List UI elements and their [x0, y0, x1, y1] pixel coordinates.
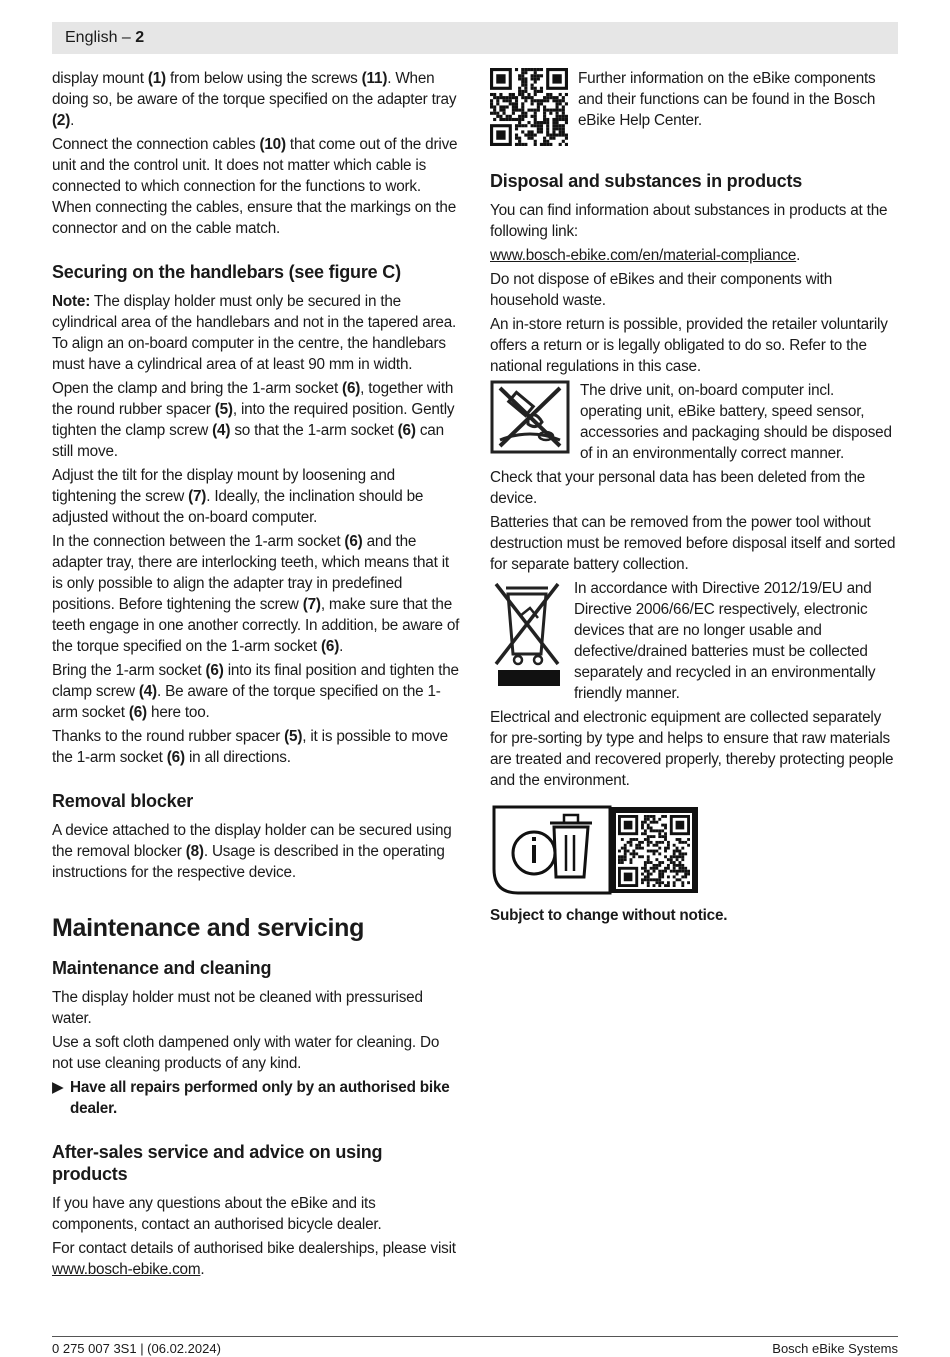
crossed-bin-icon: [490, 578, 564, 694]
no-household-waste-icon: [490, 380, 570, 460]
left-column: [52, 68, 462, 1283]
subject-to-change-note: Subject to change without notice.: [490, 907, 728, 924]
paragraph: Electrical and electronic equipment are collected separately for pre-sorting by type and helps to ensure that raw materials are treated and recovered properly, thereby protecting people and the environment.: [490, 709, 894, 789]
chapter-heading: Maintenance and servicing: [52, 914, 365, 942]
paragraph: The display holder must not be cleaned with pressurised water.: [52, 989, 423, 1027]
header-label: English – 2: [65, 29, 145, 46]
paragraph: Open the clamp and bring the 1-arm socket (6), together with the round rubber spacer (5), into the required position. Gently tighten the clamp screw (4) so that the 1-arm socket (6) can still move.: [52, 380, 455, 460]
paragraph: Adjust the tilt for the display mount by loosening and tightening the screw (7). Ideally, the inclination should be adjusted without the on-board computer.: [52, 467, 424, 526]
paragraph: An in-store return is possible, provided the retailer voluntarily offers a return or is legally obligated to do so. Refer to the national regulations in this case.: [490, 316, 888, 375]
section-heading: Maintenance and cleaning: [52, 958, 272, 978]
note: Note: The display holder must only be secured in the cylindrical area of the handlebars and not in the tapered area. To align an on-board computer in the centre, the handlebars must have a cylindrical area of at least 90 mm in width.: [52, 293, 457, 373]
company-name: Bosch eBike Systems: [772, 1341, 898, 1356]
recycling-info-box: [492, 805, 900, 895]
paragraph: You can find information about substances in products at the following link:: [490, 202, 888, 240]
page-header: [52, 22, 898, 54]
page-footer: [52, 1336, 898, 1356]
right-column: [490, 68, 900, 929]
bullet-item: ▶ Have all repairs performed only by an authorised bike dealer.: [52, 1079, 450, 1117]
paragraph: Bring the 1-arm socket (6) into its final position and tighten the clamp screw (4). Be aware of the torque specified on the 1-arm socket (6) here too.: [52, 662, 459, 721]
paragraph: In the connection between the 1-arm socket (6) and the adapter tray, there are interlocking teeth, which means that it is only possible to align the adapter tray in predefined positions. Before tightening the screw (7), make sure that the teeth engage in one another correctly. In addition, be aware of the torque specified on the 1-arm socket (6).: [52, 533, 460, 655]
paragraph: Thanks to the round rubber spacer (5), it is possible to move the 1-arm socket (6) in all directions.: [52, 728, 448, 766]
paragraph: Batteries that can be removed from the power tool without destruction must be removed before disposal itself and sorted for separate battery collection.: [490, 514, 896, 573]
environment-row: The drive unit, on-board computer incl. operating unit, eBike battery, speed sensor, accessories and packaging should be disposed of in an environmentally correct manner.: [490, 380, 900, 464]
recycling-info-graphic: [492, 805, 698, 895]
paragraph: A device attached to the display holder can be secured using the removal blocker (8). Usage is described in the operating instructions for the respective device.: [52, 822, 452, 881]
paragraph: Connect the connection cables (10) that come out of the drive unit and the control unit. It does not matter which cable is connected to which connection for the functions to work. When connecting the cables, ensure that the markings on the connector and on the cable match.: [52, 136, 458, 237]
section-heading: Securing on the handlebars (see figure C): [52, 262, 401, 282]
paragraph: www.bosch-ebike.com/en/material-compliance.: [490, 247, 801, 264]
paragraph: Do not dispose of eBikes and their components with household waste.: [490, 271, 833, 309]
paragraph: Use a soft cloth dampened only with water for cleaning. Do not use cleaning products of any kind.: [52, 1034, 440, 1072]
weee-row: In accordance with Directive 2012/19/EU and Directive 2006/66/EC respectively, electronic devices that are no longer usable and defective/drained batteries must be collected separately and recycled in an environmentally friendly manner.: [490, 578, 900, 704]
material-compliance-link[interactable]: www.bosch-ebike.com/en/material-compliance: [490, 247, 797, 264]
bosch-ebike-link[interactable]: www.bosch-ebike.com: [52, 1261, 201, 1278]
section-heading: Disposal and substances in products: [490, 171, 803, 191]
help-center-row: Further information on the eBike components and their functions can be found in the Bosch eBike Help Center.: [490, 68, 900, 146]
qr-code-icon: [490, 68, 568, 146]
paragraph: For contact details of authorised bike dealerships, please visit www.bosch-ebike.com.: [52, 1240, 456, 1278]
paragraph: If you have any questions about the eBike and its components, contact an authorised bicycle dealer.: [52, 1195, 382, 1233]
section-heading: Removal blocker: [52, 791, 194, 811]
section-heading: After-sales service and advice on using products: [52, 1142, 383, 1184]
triangle-bullet-icon: ▶: [52, 1079, 64, 1096]
document-number: 0 275 007 3S1 | (06.02.2024): [52, 1341, 221, 1356]
paragraph: display mount (1) from below using the screws (11). When doing so, be aware of the torque specified on the adapter tray (2).: [52, 70, 457, 129]
paragraph: Check that your personal data has been deleted from the device.: [490, 469, 866, 507]
